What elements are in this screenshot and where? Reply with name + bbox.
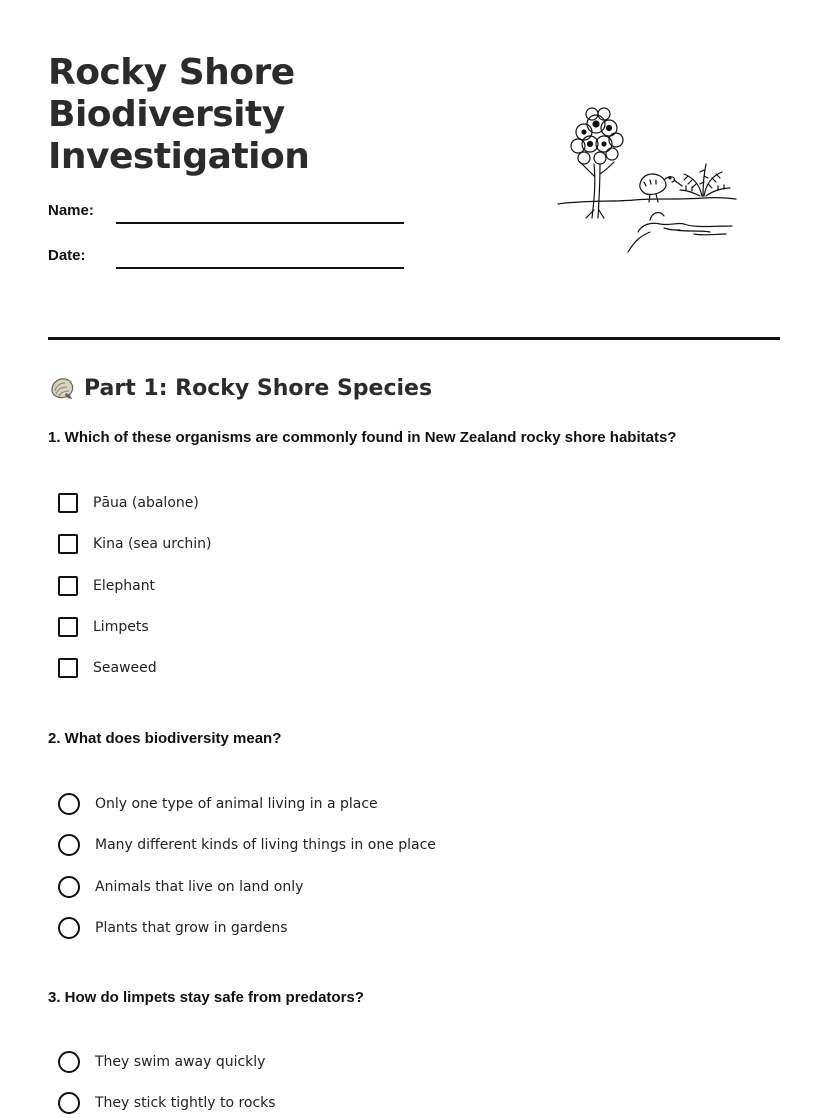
title-line: Rocky Shore xyxy=(48,52,295,93)
q2-option-many-kinds[interactable] xyxy=(58,833,436,857)
q3-option-label: They swim away quickly xyxy=(95,1054,266,1070)
q1-option-label: Seaweed xyxy=(93,660,157,676)
shell-icon xyxy=(48,374,76,402)
q3-option-radio[interactable] xyxy=(58,1092,80,1114)
title-line: Biodiversity xyxy=(48,94,285,135)
q3-option-stick-to-rocks[interactable] xyxy=(58,1091,276,1115)
title-line: Investigation xyxy=(48,136,310,177)
q2-option-radio[interactable] xyxy=(58,876,80,898)
q1-option-label: Elephant xyxy=(93,578,156,594)
q3-option-radio[interactable] xyxy=(58,1051,80,1073)
q1-option-seaweed[interactable] xyxy=(58,656,157,680)
question-3: 3. How do limpets stay safe from predators? xyxy=(48,989,364,1006)
worksheet-title xyxy=(48,52,309,178)
q1-option-checkbox[interactable] xyxy=(58,617,78,637)
q1-option-checkbox[interactable] xyxy=(58,493,78,513)
q1-option-label: Pāua (abalone) xyxy=(93,495,199,511)
date-label: Date: xyxy=(48,247,86,264)
q1-option-checkbox[interactable] xyxy=(58,534,78,554)
q2-option-label: Many different kinds of living things in one place xyxy=(95,837,436,853)
q2-option-land-only[interactable] xyxy=(58,875,303,899)
name-label: Name: xyxy=(48,202,94,219)
section-divider xyxy=(48,337,780,340)
q2-option-label: Animals that live on land only xyxy=(95,879,304,895)
q3-option-label: They stick tightly to rocks xyxy=(95,1095,276,1111)
question-1: 1. Which of these organisms are commonly found in New Zealand rocky shore habitats? xyxy=(48,429,677,446)
q2-option-label: Only one type of animal living in a place xyxy=(95,796,378,812)
name-field[interactable] xyxy=(116,222,404,224)
q1-option-kina[interactable] xyxy=(58,532,212,556)
q2-option-radio[interactable] xyxy=(58,834,80,856)
q1-option-elephant[interactable] xyxy=(58,574,155,598)
date-field[interactable] xyxy=(116,267,404,269)
part1-heading xyxy=(48,374,432,402)
q2-option-label: Plants that grow in gardens xyxy=(95,920,288,936)
q2-option-one-type[interactable] xyxy=(58,792,378,816)
question-2: 2. What does biodiversity mean? xyxy=(48,730,282,747)
part1-heading-text: Part 1: Rocky Shore Species xyxy=(84,375,433,401)
q3-option-swim-away[interactable] xyxy=(58,1050,265,1074)
q1-option-paua[interactable] xyxy=(58,491,199,515)
q2-option-radio[interactable] xyxy=(58,793,80,815)
pohutukawa-kiwi-fern-shore-illustration xyxy=(554,100,740,262)
q1-option-label: Kina (sea urchin) xyxy=(93,536,212,552)
q2-option-radio[interactable] xyxy=(58,917,80,939)
q1-option-label: Limpets xyxy=(93,619,149,635)
q1-option-limpets[interactable] xyxy=(58,615,149,639)
q2-option-gardens[interactable] xyxy=(58,916,288,940)
q1-option-checkbox[interactable] xyxy=(58,658,78,678)
q1-option-checkbox[interactable] xyxy=(58,576,78,596)
